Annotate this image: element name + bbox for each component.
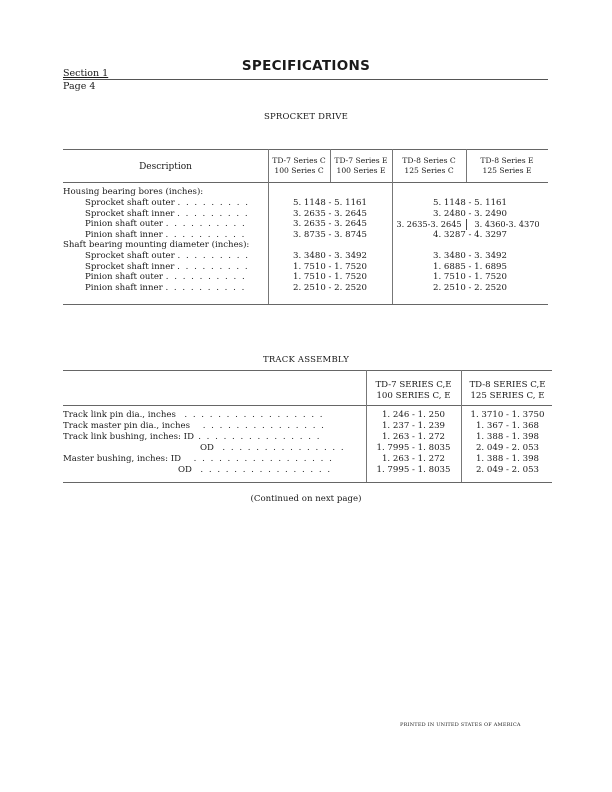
column-header-td7 [366, 380, 461, 402]
table-row-label [85, 219, 246, 230]
table-row-label [85, 209, 249, 220]
table-row-label [63, 432, 321, 443]
section-label: Section 1 [63, 68, 109, 79]
table-header-rule [63, 405, 552, 406]
leader-dots: . . . . . . . . . . [165, 272, 247, 282]
page-title: SPECIFICATIONS [241, 58, 371, 74]
group-label: Shaft bearing mounting diameter (inches): [63, 240, 250, 250]
leader-dots: . . . . . . . . . . . . . . . [193, 432, 321, 442]
leader-dots: . . . . . . . . . . . . . . . . [191, 465, 332, 475]
leader-dots: . . . . . . . . . . . . . . . . . [180, 454, 334, 464]
header-line2: 100 Series E [336, 166, 386, 175]
row-label: Track master pin dia., inches [63, 421, 190, 431]
header-line1: TD-7 SERIES C,E [375, 380, 452, 390]
value-td7: 5. 1148 - 5. 1161 [293, 198, 367, 208]
column-header-description: Description [139, 162, 192, 172]
row-label: Pinion shaft outer [85, 219, 164, 229]
leader-dots: . . . . . . . . . [177, 198, 250, 208]
sprocket-drive-heading: SPROCKET DRIVE [263, 112, 349, 122]
value-td8: 2. 049 - 2. 053 [475, 465, 540, 475]
table-row-label [85, 230, 246, 241]
row-label: Sprocket shaft outer [85, 251, 175, 261]
table-header-rule [63, 182, 548, 183]
track-assembly-heading: TRACK ASSEMBLY [262, 355, 350, 365]
header-line2: 100 Series C [274, 166, 324, 175]
value-td8: 1. 388 - 1. 398 [475, 454, 540, 464]
table-row-label [85, 272, 246, 283]
header-line2: 125 Series C [404, 166, 454, 175]
value-td7: 1. 7510 - 1. 7520 [293, 261, 367, 272]
table-row-label [63, 410, 324, 421]
group-label: Housing bearing bores (inches): [63, 187, 204, 197]
table-row-label [85, 251, 249, 262]
row-label: Sprocket shaft inner [85, 261, 175, 272]
header-line1: TD-8 Series C [402, 156, 456, 165]
leader-dots: . . . . . . . . . . . . . . . [213, 443, 346, 453]
row-label: OD [178, 465, 192, 475]
table-bottom-rule [63, 482, 552, 483]
row-label: Sprocket shaft inner [85, 208, 175, 219]
table-top-rule [63, 149, 548, 150]
column-header-td8 [461, 380, 554, 402]
table-top-rule [63, 370, 552, 371]
leader-dots: . . . . . . . . . [177, 208, 250, 219]
value-td7: 3. 8735 - 3. 8745 [293, 229, 367, 240]
value-td8: 4. 3287 - 4. 3297 [433, 229, 507, 240]
value-td8: 1. 6885 - 1. 6895 [433, 261, 507, 272]
value-td7: 3. 3480 - 3. 3492 [293, 251, 367, 261]
value-td7: 1. 263 - 1. 272 [381, 454, 446, 464]
value-td7: 1. 263 - 1. 272 [381, 432, 446, 442]
value-td7: 2. 2510 - 2. 2520 [293, 282, 367, 293]
row-label: Sprocket shaft outer [85, 198, 175, 208]
value-td7: 1. 7510 - 1. 7520 [293, 272, 367, 282]
value-td8: 1. 388 - 1. 398 [475, 432, 540, 442]
header-line1: TD-8 Series E [480, 156, 534, 165]
value-td7: 1. 246 - 1. 250 [381, 410, 446, 420]
leader-dots: . . . . . . . . . . . . . . . [190, 421, 326, 431]
table-row-label [85, 198, 249, 209]
row-label: Track link bushing, inches: ID [63, 432, 194, 442]
value-td8: 1. 3710 - 1. 3750 [470, 410, 545, 420]
page-number: Page 4 [63, 81, 96, 92]
leader-dots: . . . . . . . . . . [165, 282, 246, 293]
continued-note: (Continued on next page) [250, 494, 362, 504]
table-row-label [178, 465, 332, 476]
header-line2: 125 SERIES C, E [470, 391, 545, 401]
column-header-td8-e [466, 156, 548, 176]
table-bottom-rule [63, 304, 548, 305]
value-td8: 2. 049 - 2. 053 [475, 443, 540, 453]
value-td8: 1. 7510 - 1. 7520 [433, 272, 507, 282]
table-row-label [200, 443, 345, 454]
leader-dots: . . . . . . . . . [177, 261, 250, 272]
value-td7: 1. 7995 - 1. 8035 [376, 443, 451, 453]
value-td8: 3. 2480 - 3. 2490 [433, 208, 507, 219]
leader-dots: . . . . . . . . . . . . . . . . . [175, 410, 325, 420]
header-line1: TD-8 SERIES C,E [469, 380, 546, 390]
row-label: Master bushing, inches: ID [63, 454, 181, 464]
table-row-label [85, 262, 249, 273]
value-td8-e: 3. 4360-3. 4370 [474, 219, 540, 229]
value-td7: 3. 2635 - 3. 2645 [293, 208, 367, 219]
value-td7: 1. 7995 - 1. 8035 [376, 465, 451, 475]
row-label: OD [200, 443, 214, 453]
leader-dots: . . . . . . . . . . [165, 219, 247, 229]
column-header-td7-e [330, 156, 392, 176]
column-header-td8-c [392, 156, 466, 176]
leader-dots: . . . . . . . . . [177, 251, 250, 261]
leader-dots: . . . . . . . . . . [165, 229, 246, 240]
table-row-label [85, 283, 246, 294]
header-line1: TD-7 Series E [334, 156, 388, 165]
table-row-label [63, 421, 325, 432]
value-td8: 5. 1148 - 5. 1161 [433, 198, 507, 208]
header-line2: 100 SERIES C, E [376, 391, 451, 401]
value-td8: 2. 2510 - 2. 2520 [433, 282, 507, 293]
header-rule [63, 79, 548, 80]
value-td7: 3. 2635 - 3. 2645 [293, 219, 367, 229]
row-label: Track link pin dia., inches [63, 410, 176, 420]
value-td8-c: 3. 2635-3. 2645 [396, 219, 462, 229]
row-label: Pinion shaft outer [85, 272, 164, 282]
header-line2: 125 Series E [482, 166, 532, 175]
row-label: Pinion shaft inner [85, 229, 163, 240]
row-label: Pinion shaft inner [85, 282, 163, 293]
value-td8: 3. 3480 - 3. 3492 [433, 251, 507, 261]
column-header-td7-c [268, 156, 330, 176]
table-row-label [63, 454, 333, 465]
value-td8: 1. 367 - 1. 368 [475, 421, 540, 431]
value-td7: 1. 237 - 1. 239 [381, 421, 446, 431]
printed-notice: PRINTED IN UNITED STATES OF AMERICA [400, 722, 521, 728]
header-line1: TD-7 Series C [272, 156, 326, 165]
